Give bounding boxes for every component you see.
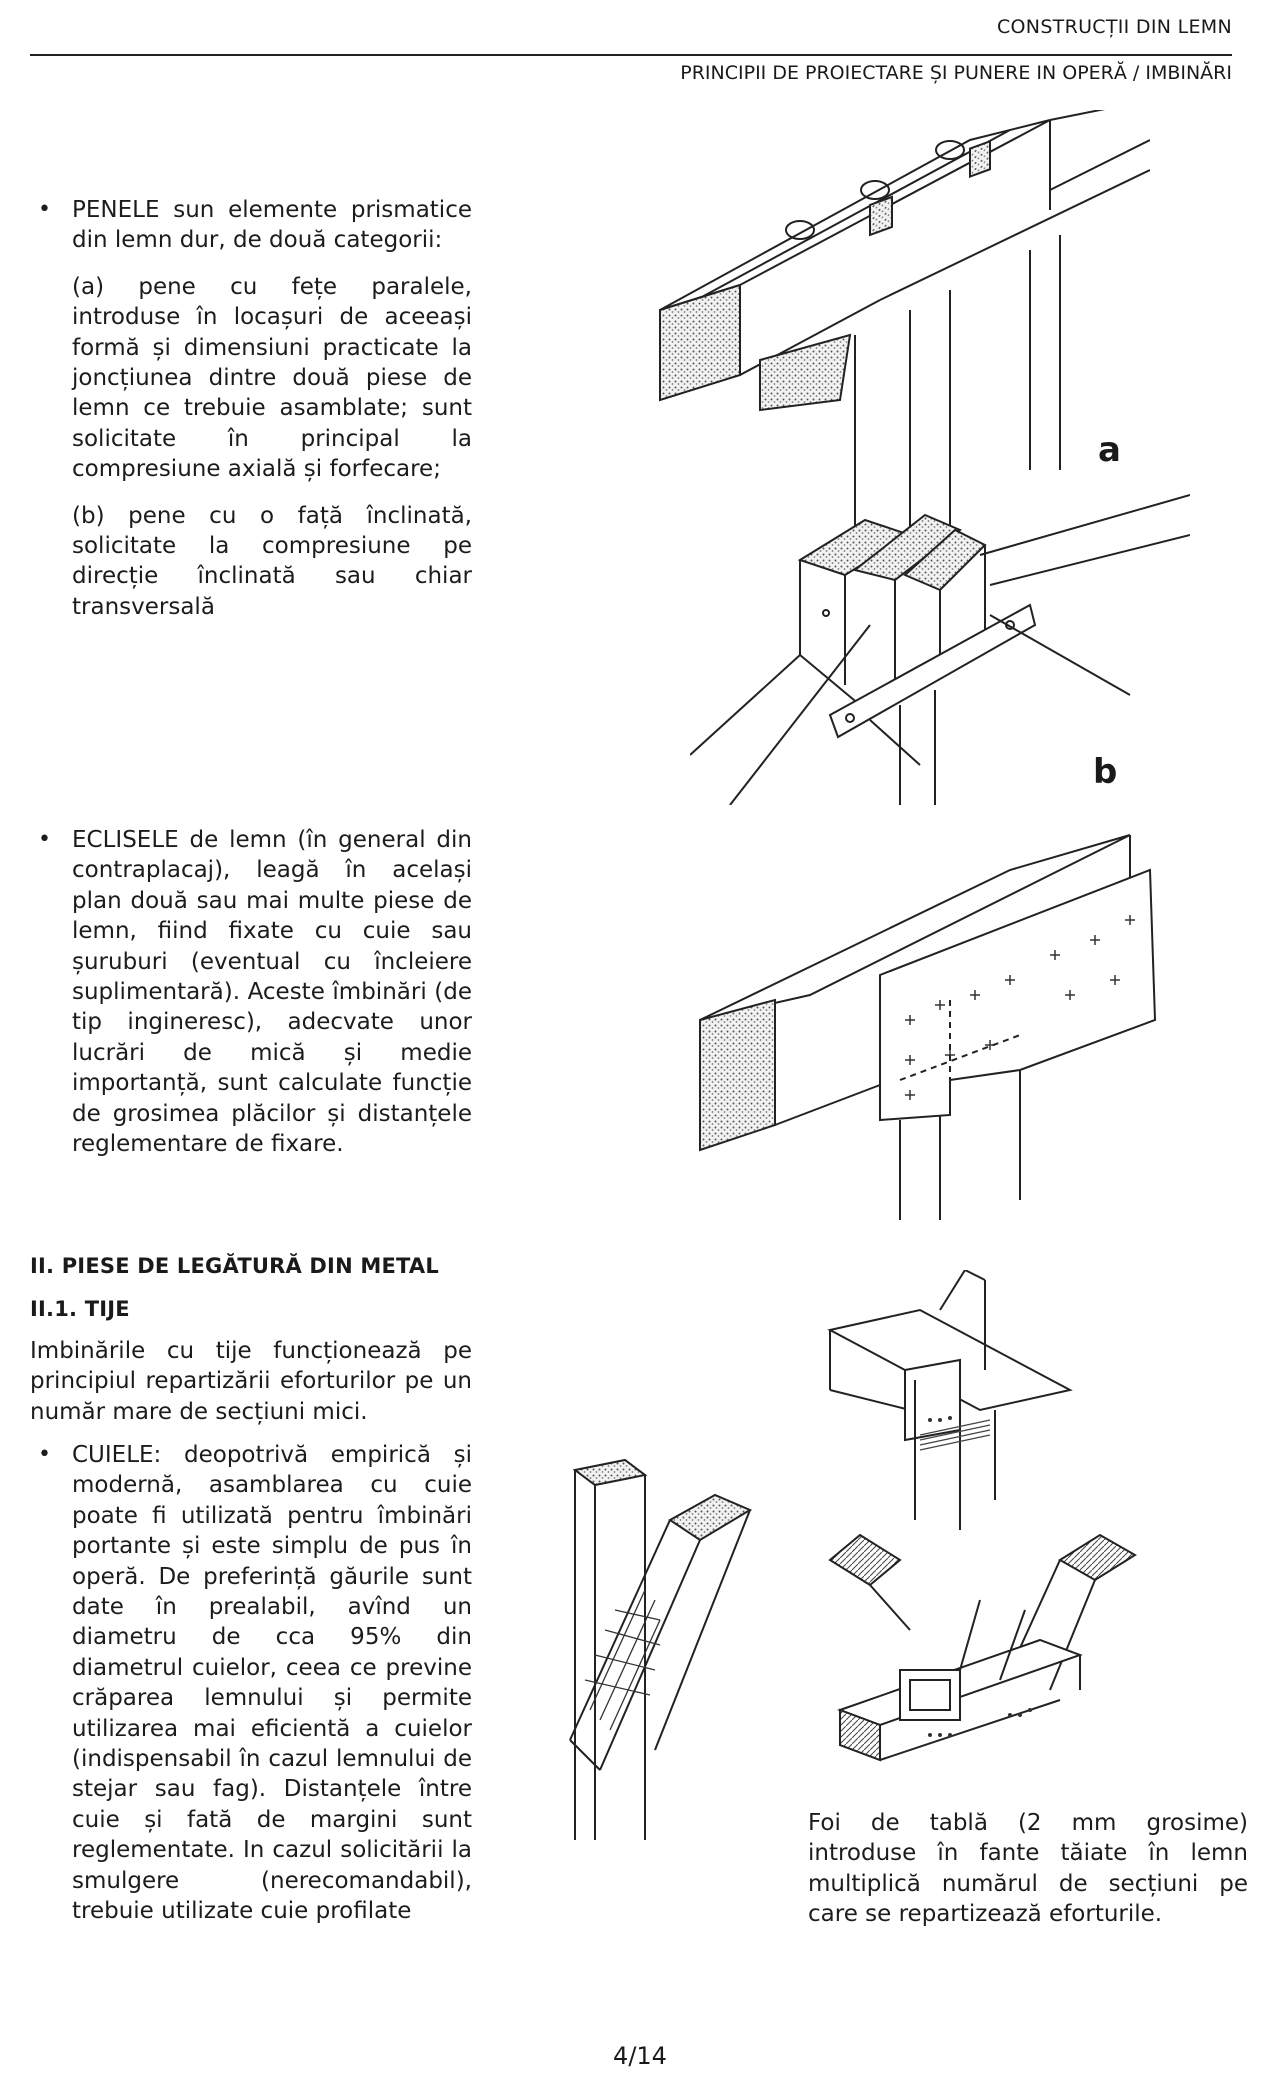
header-rule [30,54,1232,56]
figure-plates-caption: Foi de tablă (2 mm grosime) introduse în fante tăiate în lemn multiplică numărul de secțiuni pe care se repartizează eforturile. [808,1810,1248,1928]
tije-intro [30,1336,472,1427]
cuiele-section [34,1440,472,1927]
penele-item-b: (b) pene cu o față înclinată, solicitate la compresiune pe direcție înclinată sau chiar transversală [72,502,472,620]
eclise-section [34,825,472,1159]
tije-intro-text: Imbinările cu tije funcționează pe principiul repartizării eforturilor pe un număr mare de secțiuni mici. [30,1338,472,1425]
cuiele-text: • CUIELE: deopotrivă empirică și modernă, asamblarea cu cuie poate fi utilizată pentru îmbinări portante și este simplu de pus în operă. De preferință găurile sunt date în prealabil, avînd un diametru de cca 95% din diametrul cuielor, ceea ce previne crăparea lemnului și permite utilizarea mai eficientă a cuielor (indispensabil în cazul lemnului de stejar sau fag). Distanțele între cuie și fată de margini sunt reglementate. In cazul solicitării la smulgere (nerecomandabil), trebuie utilizate cuie profilate [34,1440,472,1927]
figure-a-wedge-joint [650,110,1150,530]
figure-nailed-joint [550,1450,790,1850]
document-header-title: CONSTRUCȚII DIN LEMN [996,16,1232,38]
figure-b-label: b [1093,752,1118,792]
penele-section [34,195,472,622]
eclise-text: • ECLISELE de lemn (în general din contraplacaj), leagă în același plan două sau mai multe piese de lemn, fiind fixate cu cuie sau șuruburi (eventual cu încleiere suplimentară). Aceste îmbinări (de tip ingineresc), adecvate unor lucrări de mică și medie importanță, sunt calculate funcție de grosimea plăcilor și distanțele reglementare de fixare. [34,825,472,1159]
document-header-subtitle: PRINCIPII DE PROIECTARE ȘI PUNERE IN OPERĂ / IMBINĂRI [680,62,1232,84]
tije-subheading: II.1. TIJE [30,1297,130,1321]
metal-section-heading: II. PIESE DE LEGĂTURĂ DIN METAL [30,1254,439,1278]
figure-gusset-plate-joint [690,820,1160,1220]
figure-slotted-plates-joint [810,1270,1170,1780]
penele-item-a: (a) pene cu fețe paralele, introduse în locașuri de aceeași formă și dimensiuni practicate la joncțiunea dintre două piese de lemn ce trebuie asamblate; sunt solicitate în principal la compresiune axială și forfecare; [72,273,472,483]
page-number: 4/14 [613,2042,667,2070]
figure-a-label: a [1098,430,1121,470]
penele-intro: • PENELE sun elemente prismatice din lemn dur, de două categorii: [34,195,472,256]
